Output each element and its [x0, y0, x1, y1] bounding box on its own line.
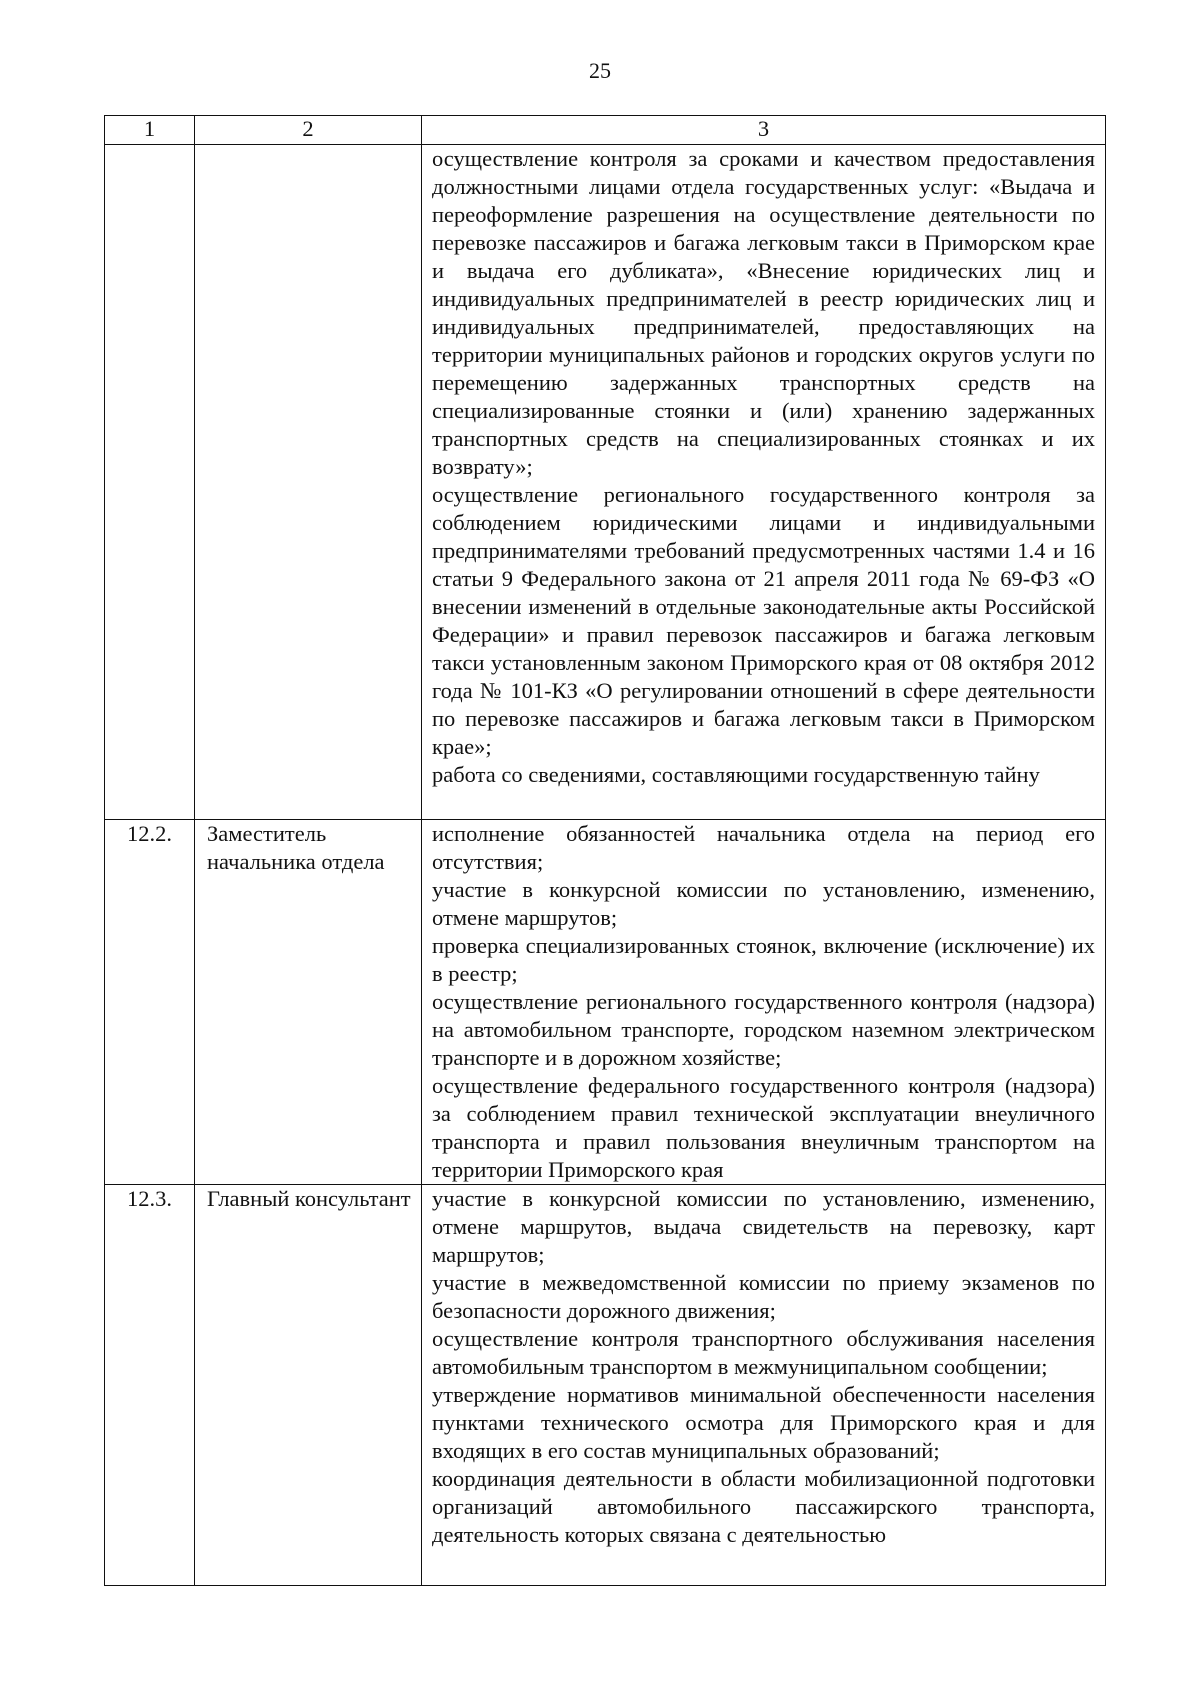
row-number: 12.2.	[105, 820, 195, 1185]
duty-item: работа со сведениями, составляющими государственную тайну	[432, 762, 1040, 787]
duty-item: осуществление контроля за сроками и качеством предоставления должностными лицами отдела государственных услуг: «Выдача и переоформление разрешения на осуществление деятельности по перевозке пассажиров и багажа легковым такси в Приморском крае и выдача его дубликата», «Внесение юридических лиц и индивидуальных предпринимателей в реестр юридических лиц и индивидуальных предпринимателей, предоставляющих на территории муниципальных районов и городских округов услуги по перемещению задержанных транспортных средств на специализированные стоянки и (или) хранению задержанных транспортных средств на специализированных стоянках и их возврату»;	[432, 146, 1095, 479]
duties-cell	[422, 145, 1106, 820]
position-title: Заместитель начальника отдела	[195, 820, 422, 1185]
table-row	[105, 1185, 1106, 1586]
duty-item: участие в конкурсной комиссии по установлению, изменению, отмене маршрутов;	[432, 877, 1095, 930]
duty-item: осуществление федерального государственного контроля (надзора) за соблюдением правил технической эксплуатации внеуличного транспорта и правил пользования внеуличным транспортом на территории Приморского края	[432, 1073, 1095, 1182]
duty-item: исполнение обязанностей начальника отдела на период его отсутствия;	[432, 821, 1095, 874]
column-header-1: 1	[105, 116, 195, 145]
column-header-2: 2	[195, 116, 422, 145]
duty-item: утверждение нормативов минимальной обеспеченности населения пунктами технического осмотра для Приморского края и для входящих в его состав муниципальных образований;	[432, 1382, 1095, 1463]
position-title	[195, 145, 422, 820]
table-row	[105, 145, 1106, 820]
duty-item: проверка специализированных стоянок, включение (исключение) их в реестр;	[432, 933, 1095, 986]
table-header-row	[105, 116, 1106, 145]
duties-cell	[422, 820, 1106, 1185]
page-number: 25	[589, 58, 611, 83]
duty-item: осуществление регионального государственного контроля (надзора) на автомобильном транспорте, городском наземном электрическом транспорте и в дорожном хозяйстве;	[432, 989, 1095, 1070]
position-title: Главный консультант	[195, 1185, 422, 1586]
duties-cell	[422, 1185, 1106, 1586]
row-number: 12.3.	[105, 1185, 195, 1586]
column-header-3: 3	[422, 116, 1106, 145]
duty-item: осуществление контроля транспортного обслуживания населения автомобильным транспортом в межмуниципальном сообщении;	[432, 1326, 1095, 1379]
row-number	[105, 145, 195, 820]
duties-table	[104, 115, 1106, 1586]
duty-item: участие в конкурсной комиссии по установлению, изменению, отмене маршрутов, выдача свидетельств на перевозку, карт маршрутов;	[432, 1186, 1095, 1267]
duty-item: участие в межведомственной комиссии по приему экзаменов по безопасности дорожного движения;	[432, 1270, 1095, 1323]
duty-item: координация деятельности в области мобилизационной подготовки организаций автомобильного пассажирского транспорта, деятельность которых связана с деятельностью	[432, 1466, 1095, 1547]
duty-item: осуществление регионального государственного контроля за соблюдением юридическими лицами и индивидуальными предпринимателями требований предусмотренных частями 1.4 и 16 статьи 9 Федерального закона от 21 апреля 2011 года № 69-ФЗ «О внесении изменений в отдельные законодательные акты Российской Федерации» и правил перевозок пассажиров и багажа легковым такси установленным законом Приморского края от 08 октября 2012 года № 101-КЗ «О регулировании отношений в сфере деятельности по перевозке пассажиров и багажа легковым такси в Приморском крае»;	[432, 482, 1095, 759]
table-row	[105, 820, 1106, 1185]
